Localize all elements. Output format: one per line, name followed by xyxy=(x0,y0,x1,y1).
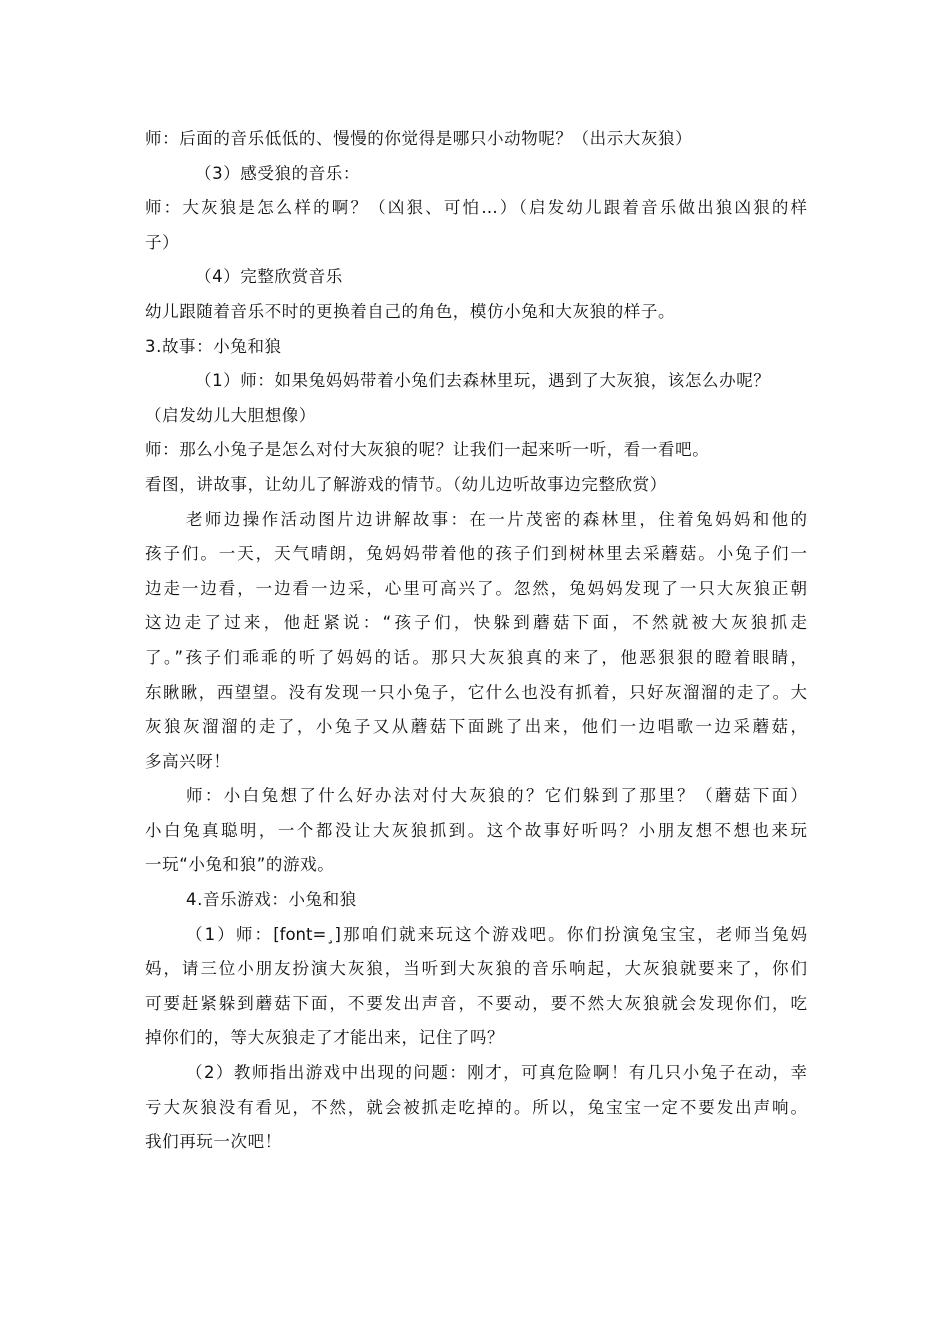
paragraph-line: 边走一边看，一边看一边采，心里可高兴了。忽然，兔妈妈发现了一只大灰狼正朝 xyxy=(145,578,807,598)
paragraph-line: （2）教师指出游戏中出现的问题：刚才，可真危险啊！有几只小兔子在动，幸 xyxy=(186,1063,807,1083)
paragraph-line: 我们再玩一次吧！ xyxy=(145,1132,282,1152)
paragraph-line: 孩子们。一天，天气晴朗，兔妈妈带着他的孩子们到树林里去采蘑菇。小兔子们一 xyxy=(145,544,807,564)
section-heading: （3）感受狼的音乐： xyxy=(195,163,360,183)
section-heading: 4.音乐游戏：小兔和狼 xyxy=(186,890,357,910)
paragraph-line: 师：那么小兔子是怎么对付大灰狼的呢？让我们一起来听一听，看一看吧。 xyxy=(145,440,710,460)
document-body xyxy=(145,122,807,1160)
paragraph-line: （启发幼儿大胆想像） xyxy=(145,405,316,425)
paragraph-line: （1）师：[font=¸]那咱们就来玩这个游戏吧。你们扮演兔宝宝，老师当兔妈 xyxy=(186,924,807,944)
paragraph-line: （1）师：如果兔妈妈带着小兔们去森林里玩，遇到了大灰狼，该怎么办呢？ xyxy=(195,371,771,391)
section-heading: （4）完整欣赏音乐 xyxy=(195,267,343,287)
paragraph-line: 灰狼灰溜溜的走了，小兔子又从蘑菇下面跳了出来，他们一边唱歌一边采蘑菇， xyxy=(145,717,807,737)
paragraph-line: 师：小白兔想了什么好办法对付大灰狼的？它们躲到了那里？（蘑菇下面） xyxy=(186,786,807,806)
paragraph-line: 师：后面的音乐低低的、慢慢的你觉得是哪只小动物呢？（出示大灰狼） xyxy=(145,129,693,148)
paragraph-line: 子） xyxy=(145,232,180,252)
paragraph-line: 亏大灰狼没有看见，不然，就会被抓走吃掉的。所以，兔宝宝一定不要发出声响。 xyxy=(145,1097,807,1117)
paragraph-line: 多高兴呀！ xyxy=(145,751,231,771)
paragraph-line: 小白兔真聪明，一个都没让大灰狼抓到。这个故事好听吗？小朋友想不想也来玩 xyxy=(145,820,807,840)
paragraph-line: 看图，讲故事，让幼儿了解游戏的情节。（幼儿边听故事边完整欣赏） xyxy=(145,474,667,494)
paragraph-line: 可要赶紧躲到蘑菇下面，不要发出声音，不要动，要不然大灰狼就会发现你们，吃 xyxy=(145,993,807,1013)
paragraph-line: 这边走了过来，他赶紧说：“孩子们，快躲到蘑菇下面，不然就被大灰狼抓走 xyxy=(145,613,807,633)
paragraph-line: 了。”孩子们乖乖的听了妈妈的话。那只大灰狼真的来了，他恶狠狠的瞪着眼睛， xyxy=(145,647,807,667)
paragraph-line: 东瞅瞅，西望望。没有发现一只小兔子，它什么也没有抓着，只好灰溜溜的走了。大 xyxy=(145,682,807,702)
paragraph-line: 老师边操作活动图片边讲解故事：在一片茂密的森林里，住着兔妈妈和他的 xyxy=(186,509,807,529)
paragraph-line: 妈，请三位小朋友扮演大灰狼，当听到大灰狼的音乐响起，大灰狼就要来了，你们 xyxy=(145,959,807,979)
paragraph-line: 幼儿跟随着音乐不时的更换着自己的角色，模仿小兔和大灰狼的样子。 xyxy=(145,301,676,321)
section-heading: 3.故事：小兔和狼 xyxy=(145,336,282,356)
paragraph-line: 掉你们的，等大灰狼走了才能出来，记住了吗？ xyxy=(145,1028,505,1048)
paragraph-line: 师：大灰狼是怎么样的啊？（凶狠、可怕…）（启发幼儿跟着音乐做出狼凶狠的样 xyxy=(145,198,807,218)
paragraph-line: 一玩“小兔和狼”的游戏。 xyxy=(145,855,335,875)
